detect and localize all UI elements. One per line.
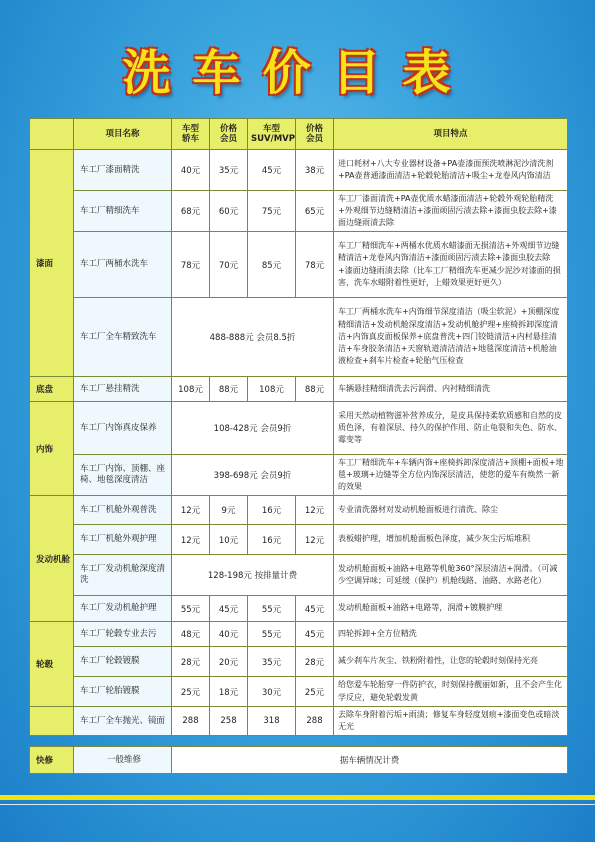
table-row xyxy=(30,455,568,496)
table-row xyxy=(30,525,568,555)
row-price4: 88元 xyxy=(296,377,334,402)
row-price1: 25元 xyxy=(172,677,210,707)
row-price3: 108元 xyxy=(248,377,296,402)
row-price2: 18元 xyxy=(210,677,248,707)
row-features: 车工厂精细洗车+车辆内饰+座椅拆卸深度清洁+顶棚+面板+地毯+玻璃+边缝等全方位内饰深层清洁，使您的爱车有焕然一新的效果 xyxy=(334,455,568,496)
table-row xyxy=(30,596,568,622)
row-name: 车工厂轮胎镀膜 xyxy=(74,677,172,707)
row-features: 车工厂精细洗车+两桶水优质水蜡漆面无损清洁+外观细节边缝精清洁+龙卷风内饰清洁+漆面顽固污渍去除+漆面虫胶去除+漆面边缝雨渍去除（比车工厂精细洗车更减少泥沙对漆面的损害，洗车水蜡附着性更好，上蜡效果更好更久） xyxy=(334,232,568,298)
row-price1: 12元 xyxy=(172,525,210,555)
row-price4: 28元 xyxy=(296,647,334,677)
table-row xyxy=(30,677,568,707)
row-repair-note: 据车辆情况计费 xyxy=(172,747,568,774)
header-price2: 价格 会员 xyxy=(296,119,334,150)
row-name: 车工厂两桶水洗车 xyxy=(74,232,172,298)
row-name: 车工厂内饰真皮保养 xyxy=(74,402,172,455)
row-price3: 318 xyxy=(248,707,296,736)
header-price1: 价格 会员 xyxy=(210,119,248,150)
row-price3: 16元 xyxy=(248,496,296,525)
row-price-range: 108-428元 会员9折 xyxy=(172,402,334,455)
category-interior: 内饰 xyxy=(30,402,74,496)
row-features: 去除车身附着污垢+雨渍；修复车身轻度划痕+漆面变色或暗淡无光 xyxy=(334,707,568,736)
row-price1: 12元 xyxy=(172,496,210,525)
row-price3: 16元 xyxy=(248,525,296,555)
row-price3: 55元 xyxy=(248,622,296,647)
row-price3: 75元 xyxy=(248,191,296,232)
table-row xyxy=(30,298,568,377)
row-features: 进口耗材+八大专业器材设备+PA壶漆面预洗喷淋泥沙清洗剂+PA壶普通漆面清洁+轮毂轮胎清洁+吸尘+龙卷风内饰清洁 xyxy=(334,150,568,191)
row-name: 车工厂机舱外观护理 xyxy=(74,525,172,555)
row-price1: 48元 xyxy=(172,622,210,647)
row-price-range: 488-888元 会员8.5折 xyxy=(172,298,334,377)
header-category xyxy=(30,119,74,150)
row-name: 车工厂轮毂镀膜 xyxy=(74,647,172,677)
row-name: 车工厂机舱外观普洗 xyxy=(74,496,172,525)
row-features: 表板蜡护理，增加机舱面板色泽度，减少灰尘污垢堆积 xyxy=(334,525,568,555)
row-price2: 40元 xyxy=(210,622,248,647)
table-row xyxy=(30,707,568,736)
page-title: 洗车价目表 xyxy=(122,45,473,101)
table-row xyxy=(30,555,568,596)
row-price2: 20元 xyxy=(210,647,248,677)
row-price1: 78元 xyxy=(172,232,210,298)
row-features: 发动机舱面板+油路+电路等，润滑+镀膜护理 xyxy=(334,596,568,622)
header-car2: 车型 SUV/MVP xyxy=(248,119,296,150)
row-price2: 70元 xyxy=(210,232,248,298)
row-price2: 9元 xyxy=(210,496,248,525)
row-price3: 55元 xyxy=(248,596,296,622)
table-row xyxy=(30,647,568,677)
row-price4: 78元 xyxy=(296,232,334,298)
row-price2: 60元 xyxy=(210,191,248,232)
footer-line xyxy=(0,804,595,805)
row-name: 车工厂轮毂专业去污 xyxy=(74,622,172,647)
category-engine: 发动机舱 xyxy=(30,496,74,622)
header-name: 项目名称 xyxy=(74,119,172,150)
row-price4: 12元 xyxy=(296,496,334,525)
row-name: 车工厂发动机舱护理 xyxy=(74,596,172,622)
row-name: 一般维修 xyxy=(74,747,172,774)
row-price4: 45元 xyxy=(296,596,334,622)
table-row xyxy=(30,191,568,232)
row-price4: 38元 xyxy=(296,150,334,191)
price-table xyxy=(29,118,568,774)
row-price-range: 398-698元 会员9折 xyxy=(172,455,334,496)
row-price2: 258 xyxy=(210,707,248,736)
row-price1: 40元 xyxy=(172,150,210,191)
row-price1: 288 xyxy=(172,707,210,736)
row-price1: 68元 xyxy=(172,191,210,232)
category-chassis: 底盘 xyxy=(30,377,74,402)
row-name: 车工厂发动机舱深度清洗 xyxy=(74,555,172,596)
row-price4: 65元 xyxy=(296,191,334,232)
row-price4: 12元 xyxy=(296,525,334,555)
category-paint: 漆面 xyxy=(30,150,74,377)
row-features: 车辆悬挂精细清洗去污润滑、内衬精细清洗 xyxy=(334,377,568,402)
row-price1: 28元 xyxy=(172,647,210,677)
header-features: 项目特点 xyxy=(334,119,568,150)
row-features: 车工厂两桶水洗车+内饰细节深度清洁（吸尘软泥）+顶棚深度精细清洁+发动机舱深度清洁+发动机舱护理+座椅拆卸深度清洁+内饰真皮面板保养+底盘普洗+四门铰链清洁+内村悬挂清洁+车身胶条清洁+天窗轨道清洁清洁+地毯深度清洁+机舱油液检查+刹车片检查+轮胎气压检查 xyxy=(334,298,568,377)
row-price1: 108元 xyxy=(172,377,210,402)
category-repair: 快修 xyxy=(30,747,74,774)
table-row xyxy=(30,402,568,455)
row-features: 减少刹车片灰尘、铁粉附着性，让您的轮毂时刻保持光亮 xyxy=(334,647,568,677)
row-features: 给您爱车轮胎穿一件防护衣，时刻保持靓丽如新，且不会产生化学反应，避免轮毂发黄 xyxy=(334,677,568,707)
category-wheel: 轮毂 xyxy=(30,622,74,707)
table-row xyxy=(30,232,568,298)
row-price3: 45元 xyxy=(248,150,296,191)
table-row xyxy=(30,747,568,774)
header-car1: 车型 轿车 xyxy=(172,119,210,150)
row-price2: 88元 xyxy=(210,377,248,402)
row-price3: 85元 xyxy=(248,232,296,298)
row-name: 车工厂全车抛光、镜面 xyxy=(74,707,172,736)
row-price3: 30元 xyxy=(248,677,296,707)
row-features: 车工厂漆面清洗+PA壶优质水蜡漆面清洁+轮毂外观轮胎精洗+外观细节边缝精清洁+漆面顽固污渍去除+漆面虫胶去除+漆面边缝雨渍去除 xyxy=(334,191,568,232)
row-features: 专业清洗器材对发动机舱面板进行清洗、除尘 xyxy=(334,496,568,525)
row-name: 车工厂精细洗车 xyxy=(74,191,172,232)
row-name: 车工厂悬挂精洗 xyxy=(74,377,172,402)
table-row xyxy=(30,150,568,191)
row-features: 四轮拆卸+全方位精洗 xyxy=(334,622,568,647)
row-features: 发动机舱面板+油路+电路等机舱360°深层清洁+润滑。（可减少空调异味；可延缓（保护）机舱线路、油路、水路老化） xyxy=(334,555,568,596)
row-price2: 35元 xyxy=(210,150,248,191)
table-gap xyxy=(30,736,568,747)
row-price4: 45元 xyxy=(296,622,334,647)
row-price1: 55元 xyxy=(172,596,210,622)
row-price-range: 128-198元 按排量计费 xyxy=(172,555,334,596)
row-price4: 288 xyxy=(296,707,334,736)
row-price4: 25元 xyxy=(296,677,334,707)
row-name: 车工厂全车精致洗车 xyxy=(74,298,172,377)
table-row xyxy=(30,622,568,647)
row-price2: 45元 xyxy=(210,596,248,622)
table-row xyxy=(30,496,568,525)
row-features: 采用天然动植物滋补营养成分，是皮具保持柔软质感和自然的皮质色泽，有着深层、持久的保护作用、防止龟裂和失色、防水、霉变等 xyxy=(334,402,568,455)
row-price2: 10元 xyxy=(210,525,248,555)
category-empty xyxy=(30,707,74,736)
row-price3: 35元 xyxy=(248,647,296,677)
table-header-row xyxy=(30,119,568,150)
row-name: 车工厂内饰、顶棚、座椅、地毯深度清洁 xyxy=(74,455,172,496)
table-row xyxy=(30,377,568,402)
footer-stripe xyxy=(0,795,595,800)
row-name: 车工厂漆面精洗 xyxy=(74,150,172,191)
